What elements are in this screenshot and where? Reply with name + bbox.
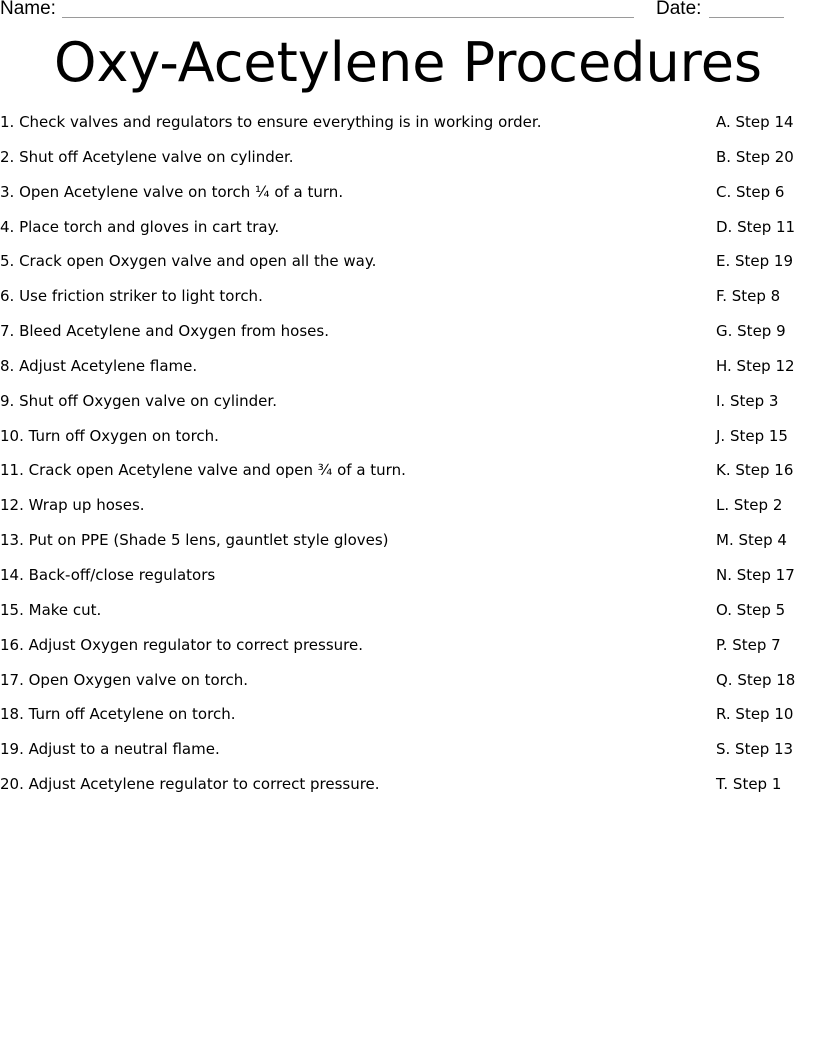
list-item (0, 565, 816, 600)
list-item (0, 460, 816, 495)
answer-choice: L. Step 2 (716, 496, 783, 515)
answer-choice: K. Step 16 (716, 461, 794, 480)
worksheet-header (0, 0, 816, 24)
answer-choice: D. Step 11 (716, 217, 796, 236)
list-item (0, 426, 816, 461)
list-item (0, 356, 816, 391)
answer-choice: G. Step 9 (716, 322, 786, 341)
answer-choice: O. Step 5 (716, 600, 786, 619)
clue-text: 18. Turn off Acetylene on torch. (0, 705, 236, 724)
answer-choice: M. Step 4 (716, 531, 787, 550)
list-item (0, 774, 816, 809)
date-label: Date: (656, 0, 702, 19)
list-item (0, 391, 816, 426)
clue-text: 16. Adjust Oxygen regulator to correct pressure. (0, 635, 363, 654)
list-item (0, 495, 816, 530)
answer-choice: R. Step 10 (716, 705, 794, 724)
answer-choice: S. Step 13 (716, 740, 794, 759)
clue-text: 15. Make cut. (0, 600, 102, 619)
list-item (0, 670, 816, 705)
clue-text: 2. Shut off Acetylene valve on cylinder. (0, 147, 294, 166)
answer-choice: P. Step 7 (716, 635, 781, 654)
list-item (0, 217, 816, 252)
clue-text: 1. Check valves and regulators to ensure everything is in working order. (0, 113, 542, 131)
clue-text: 14. Back-off/close regulators (0, 565, 216, 584)
list-item (0, 739, 816, 774)
clue-text: 20. Adjust Acetylene regulator to correct pressure. (0, 775, 380, 794)
date-blank-line[interactable] (709, 17, 784, 18)
list-item (0, 182, 816, 217)
answer-choice: E. Step 19 (716, 252, 794, 271)
clue-text: 7. Bleed Acetylene and Oxygen from hoses. (0, 322, 329, 341)
answer-choice: T. Step 1 (716, 775, 782, 794)
list-item (0, 635, 816, 670)
clue-text: 10. Turn off Oxygen on torch. (0, 426, 219, 445)
name-blank-line[interactable] (62, 17, 634, 18)
clue-text: 17. Open Oxygen valve on torch. (0, 670, 249, 689)
clue-text: 19. Adjust to a neutral flame. (0, 740, 220, 759)
clue-text: 11. Crack open Acetylene valve and open ¾ of a turn. (0, 461, 406, 480)
list-item (0, 530, 816, 565)
clue-text: 13. Put on PPE (Shade 5 lens, gauntlet style gloves) (0, 531, 389, 550)
clue-text: 12. Wrap up hoses. (0, 496, 145, 515)
matching-list (0, 112, 816, 809)
answer-choice: F. Step 8 (716, 287, 781, 306)
list-item (0, 321, 816, 356)
clue-text: 4. Place torch and gloves in cart tray. (0, 217, 280, 236)
list-item (0, 286, 816, 321)
list-item (0, 600, 816, 635)
clue-text: 6. Use friction striker to light torch. (0, 287, 263, 306)
clue-text: 9. Shut off Oxygen valve on cylinder. (0, 391, 277, 410)
answer-choice: I. Step 3 (716, 391, 779, 410)
name-label: Name: (0, 0, 56, 19)
answer-choice: J. Step 15 (716, 426, 788, 445)
answer-choice: C. Step 6 (716, 182, 785, 201)
answer-choice: H. Step 12 (716, 356, 795, 375)
clue-text: 8. Adjust Acetylene flame. (0, 356, 198, 375)
clue-text: 5. Crack open Oxygen valve and open all the way. (0, 252, 377, 271)
answer-choice: A. Step 14 (716, 113, 794, 131)
page-title: Oxy-Acetylene Procedures (53, 31, 763, 94)
list-item (0, 147, 816, 182)
list-item (0, 112, 816, 147)
answer-choice: N. Step 17 (716, 565, 795, 584)
answer-choice: Q. Step 18 (716, 670, 796, 689)
answer-choice: B. Step 20 (716, 147, 794, 166)
clue-text: 3. Open Acetylene valve on torch ¼ of a turn. (0, 182, 344, 201)
list-item (0, 704, 816, 739)
list-item (0, 251, 816, 286)
